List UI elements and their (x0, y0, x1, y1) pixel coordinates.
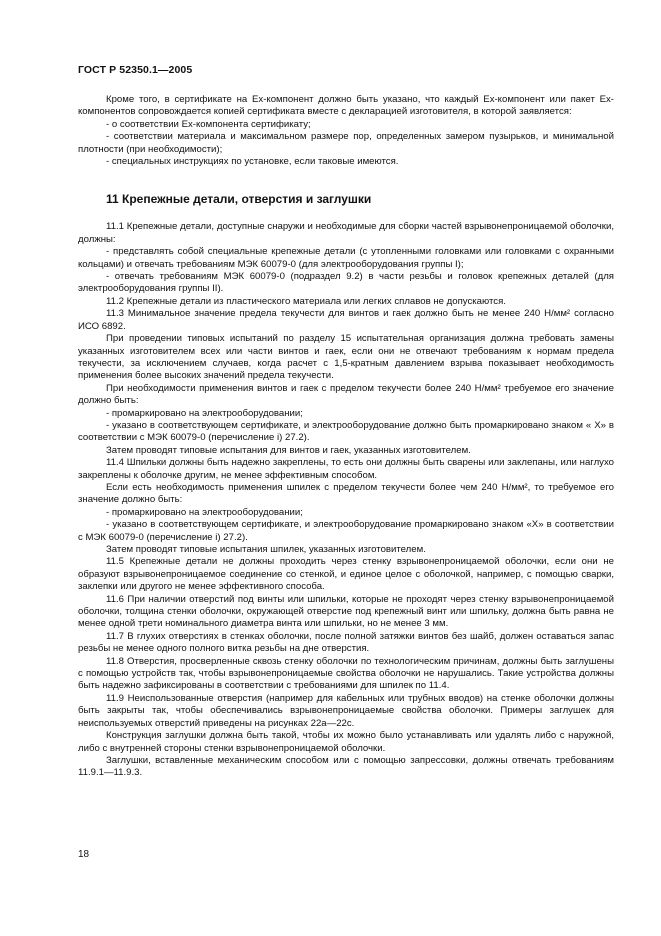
paragraph: 11.6 При наличии отверстий под винты или шпильки, которые не проходят через стенку взрывонепроницаемой оболочки, толщина стенки оболочки, окружающей отверстие под крепежный винт или шпильку, должна быть равна не менее одной трети номинального диаметра винта или шпильки, но не менее 3 мм. (78, 593, 614, 630)
paragraph: 11.5 Крепежные детали не должны проходить через стенку взрывонепроницаемой оболочки, если они не образуют взрывонепроницаемое соединение со стенкой, и единое целое с оболочкой, например, с помощью сварки, заклепки или другого не менее эффективного способа. (78, 556, 614, 593)
paragraph: 11.7 В глухих отверстиях в стенках оболочки, после полной затяжки винтов без шайб, должен оставаться запас резьбы не менее одного полного витка резьбы на дне отверстия. (78, 630, 614, 655)
paragraph: Если есть необходимость применения шпилек с пределом текучести более чем 240 Н/мм², то требуемое его значение должно быть: (78, 481, 614, 506)
paragraph: Затем проводят типовые испытания для винтов и гаек, указанных изготовителем. (106, 444, 471, 456)
document-header: ГОСТ Р 52350.1—2005 (78, 64, 193, 76)
section-title: 11 Крепежные детали, отверстия и заглушки (106, 192, 372, 207)
paragraph: - отвечать требованиям МЭК 60079-0 (подраздел 9.2) в части резьбы и головок крепежных деталей (для электрооборудования группы II). (78, 271, 614, 295)
paragraph: 11.4 Шпильки должны быть надежно закреплены, то есть они должны быть сварены или заклепаны, или наглухо закреплены к оболочке другим, не менее эффективным способом. (78, 457, 614, 481)
paragraph: Конструкция заглушки должна быть такой, чтобы их можно было устанавливать или удалять либо с наружной, либо с внутренней стороны стенки взрывонепроницаемой оболочки. (78, 730, 614, 754)
paragraph: 11.3 Минимальное значение предела текучести для винтов и гаек должно быть не менее 240 Н/мм² согласно ИСО 6892. (78, 308, 614, 332)
page-number: 18 (78, 849, 90, 860)
paragraph: 11.1 Крепежные детали, доступные снаружи и необходимые для сборки частей взрывонепроницаемой оболочки, должны: (78, 221, 614, 245)
paragraph: - соответствии материала и максимальном размере пор, определенных замером пузырьков, и минимальной плотности (при необходимости); (78, 131, 614, 155)
paragraph: Кроме того, в сертификате на Ex-компонент должно быть указано, что каждый Ex-компонент или пакет Ex-компонентов сопровождается копией сертификата вместе с декларацией изготовителя, в которой заявляется: (78, 94, 614, 118)
paragraph: - о соответствии Ex-компонента сертификату; (106, 118, 311, 130)
paragraph: При необходимости применения винтов и гаек с пределом текучести более 240 Н/мм² требуемое его значение должно быть: (78, 382, 614, 407)
paragraph: - указано в соответствующем сертификате, и электрооборудование должно быть промаркировано знаком « X» в соответствии с МЭК 60079-0 (перечисление i) 27.2). (78, 419, 614, 444)
paragraph: При проведении типовых испытаний по разделу 15 испытательная организация должна требовать замены указанных изготовителем всех или части винтов и гаек, если они не отвечают требованиям к нормам предела текучести, за исключением случаев, когда расчет с 1,5-кратным давлением взрыва показывает необходимость применения более высоких значений предела текучести. (78, 333, 614, 382)
document-body (78, 94, 614, 780)
paragraph: 11.9 Неиспользованные отверстия (например для кабельных или трубных вводов) на стенке оболочки должны быть закрыты так, чтобы обеспечивались взрывонепроницаемые свойства оболочки. Примеры заглушек для неиспользуемых отверстий приведены на рисунках 22а—22с. (78, 692, 614, 729)
paragraph: - промаркировано на электрооборудовании; (106, 506, 303, 518)
paragraph: 11.8 Отверстия, просверленные сквозь стенку оболочки по технологическим причинам, должны быть заглушены с помощью устройств так, чтобы взрывонепроницаемые свойства оболочки не нарушались. Такие устройства должны быть надежно зафиксированы в соответствии с требованиями для шпилек по 11.4. (78, 655, 614, 692)
paragraph: - представлять собой специальные крепежные детали (с утопленными головками или головками с охранными кольцами) и отвечать требованиям МЭК 60079-0 (для электрооборудования группы I); (78, 246, 614, 270)
paragraph: Заглушки, вставленные механическим способом или с помощью запрессовки, должны отвечать требованиям 11.9.1—11.9.3. (78, 754, 614, 779)
paragraph: - указано в соответствующем сертификате, и электрооборудование промаркировано знаком «X» в соответствии с МЭК 60079-0 (перечисление i) 27.2). (78, 519, 614, 543)
paragraph: - специальных инструкциях по установке, если таковые имеются. (106, 156, 399, 168)
paragraph: 11.2 Крепежные детали из пластического материала или легких сплавов не допускаются. (106, 295, 506, 307)
paragraph: Затем проводят типовые испытания шпилек, указанных изготовителем. (106, 544, 426, 555)
paragraph: - промаркировано на электрооборудовании; (106, 407, 303, 419)
